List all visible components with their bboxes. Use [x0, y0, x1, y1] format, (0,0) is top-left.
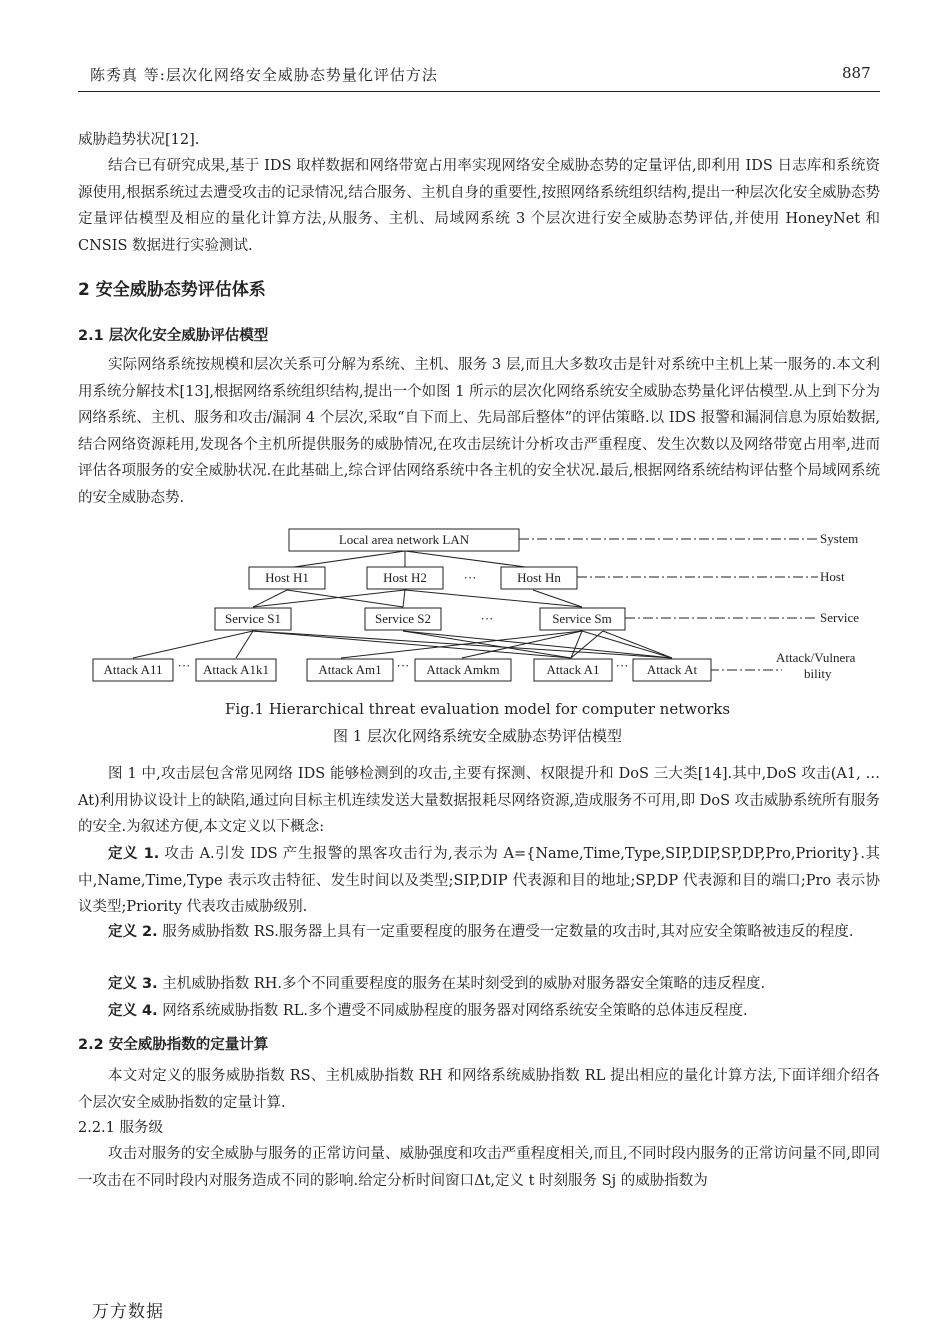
node-service: Service S2 [375, 611, 431, 626]
ellipsis: ··· [463, 570, 477, 585]
subsection-heading: 2.2 安全威胁指数的定量计算 [78, 1037, 269, 1053]
level-label: System [820, 531, 859, 546]
ellipsis: ··· [480, 611, 494, 626]
node-attack: Attack At [646, 662, 698, 677]
node-service: Service Sm [552, 611, 612, 626]
page-number: 887 [842, 64, 871, 82]
definition-4 [78, 998, 880, 1025]
level-label: Host [820, 569, 845, 584]
subsubsection-heading: 2.2.1 服务级 [78, 1120, 164, 1136]
paragraph: 本文对定义的服务威胁指数 RS、主机威胁指数 RH 和网络系统威胁指数 RL 提出相应的量化计算方法,下面详细介绍各个层次安全威胁指数的定量计算. [78, 1068, 880, 1111]
running-header-title: 陈秀真 等:层次化网络安全威胁态势量化评估方法 [90, 66, 438, 84]
level-label: bility [804, 666, 832, 681]
paragraph: 实际网络系统按规模和层次关系可分解为系统、主机、服务 3 层,而且大多数攻击是针对系统中主机上某一服务的.本文利用系统分解技术[13],根据网络系统组织结构,提出一个如图 1 所示的层次化网络系统安全威胁态势量化评估模型.从上到下分为网络系统、主机、服务和攻击/漏洞 4 个层次,采取“自下而上、先局部后整体”的评估策略.以 IDS 报警和漏洞信息为原始数据,结合网络资源耗用,发现各个主机所提供服务的威胁情况,在攻击层统计分析攻击严重程度、发生次数以及网络带宽占用率,进而评估各项服务的安全威胁状况.在此基础上,综合评估网络系统中各主机的安全状况.最后,根据网络系统结构评估整个局域网系统的安全威胁态势. [78, 357, 880, 506]
node-host: Host Hn [517, 570, 561, 585]
definition-label: 定义 4. [108, 1003, 158, 1019]
definition-2 [78, 919, 880, 946]
definition-text: 攻击 A.引发 IDS 产生报警的黑客攻击行为,表示为 A={Name,Time,Type,SIP,DIP,SP,DP,Pro,Priority}.其中,Name,Time,Type 表示攻击特征、发生时间以及类型;SIP,DIP 代表源和目的地址;SP,DP 代表源和目的端口;Pro 表示协议类型;Priority 代表攻击威胁级别. [78, 846, 880, 915]
paragraph: 威胁趋势状况[12]. [78, 132, 200, 148]
node-service: Service S1 [225, 611, 281, 626]
definition-label: 定义 3. [108, 976, 158, 992]
node-host: Host H2 [383, 570, 427, 585]
header-rule [78, 91, 880, 92]
definition-3 [78, 971, 880, 998]
ellipsis: ··· [615, 658, 629, 673]
footer-watermark: 万方数据 [92, 1302, 164, 1322]
level-label: Service [820, 610, 859, 625]
node-attack: Attack Am1 [318, 662, 382, 677]
definition-text: 服务威胁指数 RS.服务器上具有一定重要程度的服务在遭受一定数量的攻击时,其对应安全策略被违反的程度. [162, 924, 854, 940]
figure-caption-cn: 图 1 层次化网络系统安全威胁态势评估模型 [332, 727, 623, 745]
node-attack: Attack Amkm [426, 662, 500, 677]
ellipsis: ··· [177, 658, 191, 673]
node-attack: Attack A11 [103, 662, 163, 677]
definition-1 [78, 841, 880, 921]
figure-caption-en: Fig.1 Hierarchical threat evaluation model for computer networks [224, 700, 731, 718]
level-label: Attack/Vulnera [776, 650, 856, 665]
definition-text: 网络系统威胁指数 RL.多个遭受不同威胁程度的服务器对网络系统安全策略的总体违反程度. [162, 1003, 748, 1019]
paragraph: 图 1 中,攻击层包含常见网络 IDS 能够检测到的攻击,主要有探测、权限提升和 DoS 三大类[14].其中,DoS 攻击(A1, …At)利用协议设计上的缺陷,通过向目标主机连续发送大量数据报耗尽网络资源,造成服务不可用,即 DoS 攻击威胁系统所有服务的安全.为叙述方便,本文定义以下概念: [78, 766, 880, 835]
paragraph: 攻击对服务的安全威胁与服务的正常访问量、威胁强度和攻击严重程度相关,而且,不同时段内服务的正常访问量不同,即同一攻击在不同时段内对服务造成不同的影响.给定分析时间窗口Δt,定义 t 时刻服务 Sj 的威胁指数为 [78, 1146, 880, 1189]
section-heading: 2 安全威胁态势评估体系 [78, 280, 266, 300]
definition-text: 主机威胁指数 RH.多个不同重要程度的服务在某时刻受到的威胁对服务器安全策略的违反程度. [162, 976, 766, 992]
definition-label: 定义 1. [108, 846, 160, 862]
paragraph: 结合已有研究成果,基于 IDS 取样数据和网络带宽占用率实现网络安全威胁态势的定量评估,即利用 IDS 日志库和系统资源使用,根据系统过去遭受攻击的记录情况,结合服务、主机自身的重要性,按照网络系统组织结构,提出一种层次化安全威胁态势定量评估模型及相应的量化计算方法,从服务、主机、局域网系统 3 个层次进行安全威胁态势评估,并使用 HoneyNet 和 CNSIS 数据进行实验测试. [78, 158, 880, 254]
subsection-heading: 2.1 层次化安全威胁评估模型 [78, 328, 269, 344]
node-host: Host H1 [265, 570, 309, 585]
node-attack: Attack A1 [546, 662, 600, 677]
node-attack: Attack A1k1 [202, 662, 270, 677]
definition-label: 定义 2. [108, 924, 158, 940]
ellipsis: ··· [396, 658, 410, 673]
node-lan: Local area network LAN [338, 532, 470, 547]
figure-1 [0, 520, 950, 695]
